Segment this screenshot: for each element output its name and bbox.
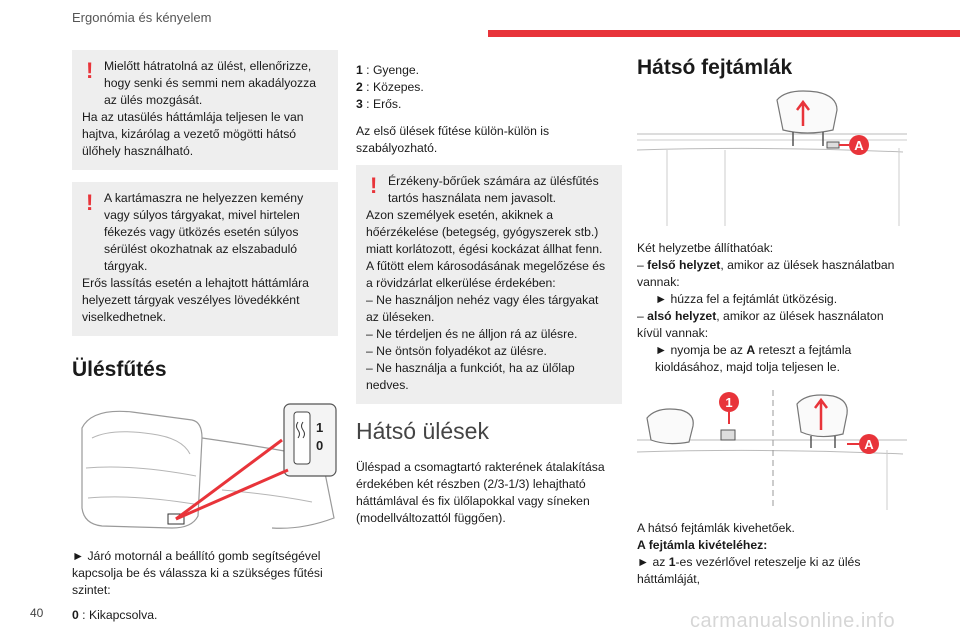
header-title: Ergonómia és kényelem [72, 10, 212, 25]
warning-box-armrest [72, 182, 338, 336]
rear-seats-body: Üléspad a csomagtartó rakterének átalakítása érdekében két részben (2/3-1/3) lehajtható háttámlával és fix ülőlapokkal vagy síneken (modellváltozattól függően). [356, 460, 605, 525]
level-item [72, 607, 338, 624]
headrest-raise-illustration [637, 90, 907, 230]
dash: – [637, 309, 648, 323]
level-text: : Kikapcsolva. [82, 608, 158, 622]
upper-position-text [637, 257, 907, 291]
callout-label: A [854, 138, 864, 153]
warning-box-seat-move [72, 50, 338, 170]
upper-position-step: ► húzza fel a fejtámlát ütközésig. [655, 292, 838, 306]
column-right [637, 56, 907, 596]
warning-text: Azon személyek esetén, akiknek a hőérzékelése (betegség, gyógyszerek stb.) miatt korlátozott, égési kockázat állhat fenn. [366, 208, 603, 256]
warning-text: Ha az utasülés háttámlája teljesen le van hajtva, kizárólag a vezető mögötti hátsó ülőhely használható. [82, 110, 304, 158]
warning-icon: ! [370, 173, 378, 198]
two-positions-text: Két helyzetbe állíthatóak: [637, 241, 774, 255]
level-item [356, 62, 622, 79]
level-number: 0 [72, 608, 79, 622]
lower-position-text [637, 308, 907, 342]
section-title-rear-headrests: Hátsó fejtámlák [637, 56, 793, 79]
level-text: : Közepes. [366, 80, 424, 94]
level-text: : Erős. [366, 97, 402, 111]
lower-position-step [637, 342, 907, 376]
lower-position-desc: , amikor az ülések használaton kívül vannak: [637, 309, 884, 340]
warning-text: Erős lassítás esetén a lehajtott háttámlára helyezett tárgyak veszélyes lövedékként viselkedhetnek. [82, 276, 309, 324]
level-number: 1 [356, 63, 363, 77]
warning-text: – Ne használjon nehéz vagy éles tárgyakat az üléseken. [366, 293, 599, 324]
level-number: 3 [356, 97, 363, 111]
removal-title: A fejtámla kivételéhez: [637, 538, 768, 552]
level-item [356, 96, 622, 113]
warning-text: – Ne térdeljen és ne álljon rá az ülésre. [366, 327, 578, 341]
section-title-seat-heating: Ülésfűtés [72, 358, 167, 381]
step-text: ► az [637, 555, 669, 569]
seat-heating-illustration [72, 398, 338, 538]
step-text: -es vezérlővel reteszelje ki az ülés háttámláját, [637, 555, 861, 586]
warning-icon: ! [86, 58, 94, 83]
upper-position-label: felső helyzet [647, 258, 721, 272]
warning-text: A fűtött elem károsodásának megelőzése és a rövidzárlat elkerülése érdekében: [366, 259, 606, 290]
warning-text: A kartámaszra ne helyezzen kemény vagy súlyos tárgyakat, mivel hirtelen fékezés vagy ütközés esetén súlyos sérülést okozhatnak az elszabaduló tárgyak. [104, 191, 304, 273]
level-item [356, 79, 622, 96]
dial-label: 1 [316, 420, 324, 435]
callout-label: A [864, 437, 874, 452]
dash: – [637, 258, 648, 272]
step-text: ► nyomja be az [655, 343, 747, 357]
column-middle [356, 62, 622, 535]
heating-instruction: ► Járó motornál a beállító gomb segítségével kapcsolja be és válassza ki a szükséges fűtési szintet: [72, 549, 323, 597]
lower-position-label: alsó helyzet [647, 309, 717, 323]
header-accent-bar [488, 30, 960, 37]
step-bold: A [746, 343, 756, 357]
front-heating-note: Az első ülések fűtése külön-külön is szabályozható. [356, 124, 550, 155]
dial-label: 0 [316, 438, 324, 453]
warning-text: – Ne öntsön folyadékot az ülésre. [366, 344, 547, 358]
headrest-removal-illustration [637, 390, 907, 510]
watermark: carmanualsonline.info [690, 610, 896, 632]
removal-step [637, 554, 907, 588]
warning-icon: ! [86, 190, 94, 215]
warning-text: Mielőtt hátratolná az ülést, ellenőrizze, hogy senki és semmi nem akadályozza az ülés mozgását. [104, 59, 317, 107]
warning-text: – Ne használja a funkciót, ha az ülőlap nedves. [366, 361, 575, 392]
upper-position-desc: , amikor az ülések használatban vannak: [637, 258, 895, 289]
section-title-rear-seats: Hátsó ülések [356, 418, 489, 444]
warning-text: Érzékeny-bőrűek számára az ülésfűtés tartós használata nem javasolt. [388, 174, 599, 205]
level-number: 2 [356, 80, 363, 94]
step-text: reteszt a fejtámla kioldásához, majd tolja teljesen le. [655, 343, 852, 374]
callout-label: 1 [725, 395, 733, 410]
page-number: 40 [30, 606, 44, 620]
column-left [72, 50, 338, 624]
removable-text: A hátsó fejtámlák kivehetőek. [637, 521, 795, 535]
warning-box-sensitive-skin [356, 165, 622, 404]
step-bold: 1 [668, 555, 676, 569]
level-text: : Gyenge. [366, 63, 420, 77]
